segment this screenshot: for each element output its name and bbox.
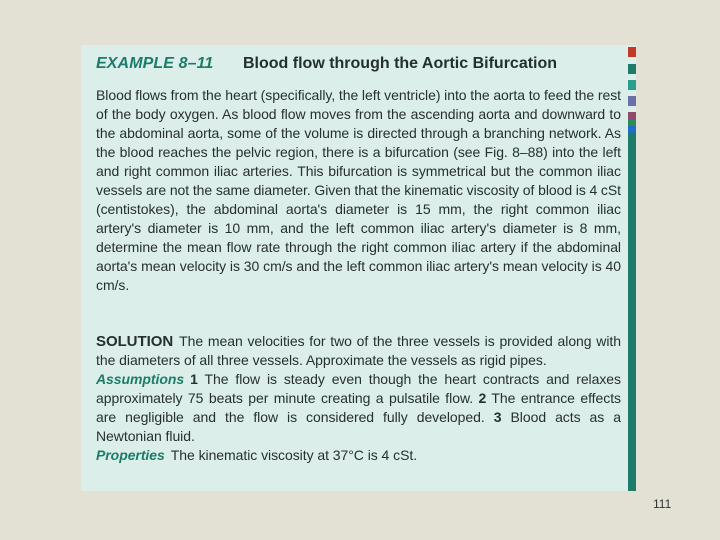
assumption-number-2: 2 <box>478 390 487 406</box>
example-title: Blood flow through the Aortic Bifurcation <box>243 55 558 72</box>
assumption-1: The flow is steady even though the heart contracts and relaxes approximately 75 beats per minute creating a pulsatile flow. <box>96 371 621 406</box>
example-number: EXAMPLE 8–11 <box>96 55 214 72</box>
solution-section <box>96 332 621 465</box>
assumptions-label: Assumptions <box>96 371 185 387</box>
color-tab-teal <box>628 64 636 74</box>
color-tab-red <box>628 47 636 57</box>
color-tab-purple <box>628 96 636 106</box>
solution-label: SOLUTION <box>96 333 174 350</box>
properties-label: Properties <box>96 447 165 463</box>
properties-paragraph <box>96 446 621 465</box>
color-tab-green <box>628 80 636 90</box>
solution-paragraph <box>96 332 621 370</box>
right-accent-bar <box>628 134 636 491</box>
assumption-number-1: 1 <box>190 371 198 387</box>
assumptions-paragraph <box>96 370 621 446</box>
slide-number: 111 <box>653 497 672 511</box>
problem-statement: Blood flows from the heart (specifically, the left ventricle) into the aorta to feed the rest of the body oxygen. As blood flow moves from the ascending aorta and downward to the abdominal aorta, some of the volume is directed through a branching network. As the blood reaches the pelvic region, there is a bifurcation (see Fig. 8–88) into the left and right common iliac arteries. This bifurcation is symmetrical but the common iliac vessels are not the same diameter. Given that the kinematic viscosity of blood is 4 cSt (centistokes), the abdominal aorta's diameter is 15 mm, the right common iliac artery's diameter is 10 mm, and the left common iliac artery's diameter is 8 mm, determine the mean flow rate through the right common iliac artery if the abdominal aorta's mean velocity is 30 cm/s and the left common iliac artery's mean velocity is 40 cm/s. <box>96 87 621 293</box>
assumption-number-3: 3 <box>493 409 502 425</box>
solution-text: The mean velocities for two of the three vessels is provided along with the diameters of all three vessels. Approximate the vessels as rigid pipes. <box>96 333 621 368</box>
properties-text: The kinematic viscosity at 37°C is 4 cSt. <box>170 447 418 463</box>
example-header <box>96 54 621 76</box>
assumption-2: The entrance effects are negligible and the flow is considered fully developed. <box>96 390 621 425</box>
assumption-3: Blood acts as a Newtonian fluid. <box>96 409 621 444</box>
